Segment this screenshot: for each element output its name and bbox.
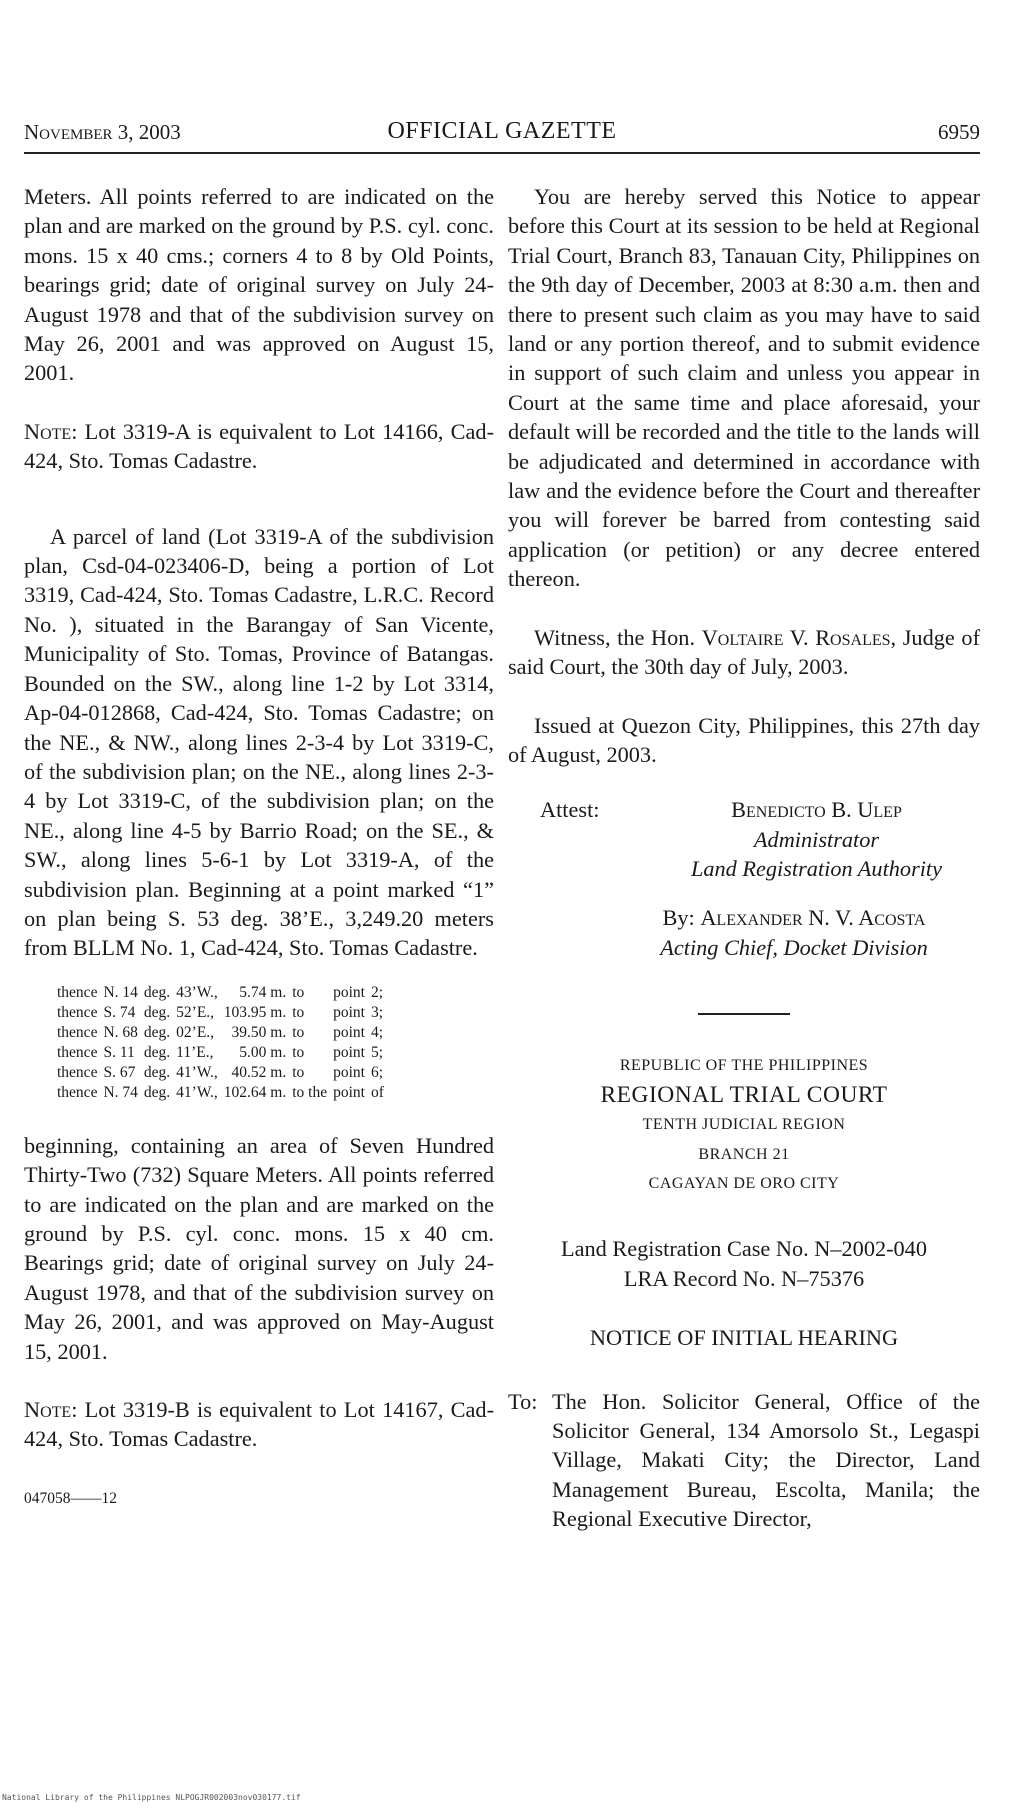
bearing-cell: N. 74: [103, 1083, 138, 1101]
bearing-row: [54, 1023, 387, 1043]
bearing-cell: to: [292, 1003, 305, 1021]
bearing-cell: S. 11: [103, 1043, 135, 1061]
bearing-row: [54, 1043, 387, 1063]
by-block: [508, 903, 980, 973]
note-paragraph: [24, 1395, 494, 1454]
bearing-cell: point: [333, 1063, 365, 1081]
bearing-cell: point: [333, 1043, 365, 1061]
case-number-line: Land Registration Case No. N–2002-040: [561, 1236, 927, 1262]
bearing-cell: 40.52 m.: [231, 1063, 287, 1081]
addressee-block: [508, 1387, 980, 1534]
bearing-cell: point: [333, 1003, 365, 1021]
court-region: TENTH JUDICIAL REGION: [642, 1116, 846, 1134]
signatory-name: Benedicto B. Ulep: [731, 797, 902, 823]
bearing-cell: 5.00 m.: [239, 1043, 287, 1061]
attest-block: [508, 795, 980, 891]
page-number: 6959: [938, 120, 980, 144]
case-heading: [508, 1234, 980, 1293]
bearing-cell: 6;: [370, 1063, 384, 1081]
bearing-cell: S. 74: [103, 1003, 136, 1021]
bearing-row: [54, 1063, 387, 1083]
bearing-cell: of: [370, 1083, 384, 1101]
signatory-title: Acting Chief, Docket Division: [660, 934, 928, 960]
bearing-cell: to: [292, 1023, 305, 1041]
bearing-cell: S. 67: [103, 1063, 136, 1081]
bearing-cell: to: [292, 983, 305, 1001]
case-number: 047058——12: [24, 1489, 117, 1507]
issued-paragraph: Issued at Quezon City, Philippines, this 27th day of August, 2003.: [508, 712, 980, 767]
bearing-row: [54, 983, 387, 1003]
bearing-cell: point: [333, 1023, 365, 1041]
bearing-row: [54, 1003, 387, 1023]
witness-paragraph: [508, 623, 980, 682]
bearing-cell: 5.74 m.: [239, 983, 287, 1001]
bearing-cell: thence: [57, 983, 98, 1001]
bearing-cell: 5;: [370, 1043, 384, 1061]
publication-title: OFFICIAL GAZETTE: [387, 118, 617, 144]
bearing-cell: 41’W.,: [176, 1083, 218, 1101]
bearing-cell: 3;: [370, 1003, 384, 1021]
bearing-cell: 41’W.,: [176, 1063, 218, 1081]
bearing-cell: 102.64 m.: [223, 1083, 287, 1101]
bearing-table: [54, 983, 387, 1103]
witness-intro: Witness, the Hon.: [534, 624, 696, 650]
notice-title: NOTICE OF INITIAL HEARING: [589, 1325, 899, 1351]
right-column: [508, 182, 980, 1534]
bearing-cell: 11’E.,: [176, 1043, 214, 1061]
note-text: Lot 3319-B is equivalent to Lot 14167, Cad-424, Sto. Tomas Cadastre.: [24, 1397, 495, 1452]
bearing-cell: to the: [292, 1083, 328, 1101]
bearing-cell: deg.: [143, 1063, 171, 1081]
bearing-cell: to: [292, 1043, 305, 1061]
bearing-cell: 02’E.,: [176, 1023, 215, 1041]
bearing-cell: thence: [57, 1083, 98, 1101]
bearing-cell: thence: [57, 1043, 98, 1061]
bearing-cell: 52’E.,: [176, 1003, 215, 1021]
court-country: REPUBLIC OF THE PHILIPPINES: [619, 1057, 869, 1075]
bearing-cell: N. 68: [103, 1023, 138, 1041]
signatory-title: Administrator: [753, 826, 880, 852]
issue-date: November 3, 2003: [24, 120, 181, 144]
paragraph: Meters. All points referred to are indicated on the plan and are marked on the ground by P.S. cyl. conc. mons. 15 x 40 cms.; corners 4 to 8 by Old Points, bearings grid; date of original survey on July 24-August 1978 and that of the subdivision survey on May 26, 2001 and was approved on August 15, 2001.: [24, 184, 494, 386]
court-branch: BRANCH 21: [698, 1145, 790, 1163]
bearing-cell: 4;: [370, 1023, 384, 1041]
bearing-cell: 2;: [370, 983, 384, 1001]
by-signatory: [608, 903, 980, 962]
bearing-cell: thence: [57, 1003, 98, 1021]
bearing-cell: point: [333, 1083, 365, 1101]
bearing-cell: deg.: [143, 983, 171, 1001]
court-city: CAGAYAN DE ORO CITY: [648, 1174, 840, 1192]
bearing-cell: 103.95 m.: [223, 1003, 287, 1021]
parcel-description: A parcel of land (Lot 3319-A of the subdivision plan, Csd-04-023406-D, being a portion of Lot 3319, Cad-424, Sto. Tomas Cadastre, L.R.C. Record No. ), situated in the Barangay of San Vicente, Municipality of Sto. Tomas, Province of Batangas. Bounded on the SW., along line 1-2 by Lot 3314, Ap-04-012868, Cad-424, Sto. Tomas Cadastre; on the NE., & NW., along lines 2-3-4 by Lot 3319-C, of the subdivision plan; on the NE., along lines 2-3-4 by Lot 3319-C, of the subdivision plan; on the NE., along line 4-5 by Barrio Road; on the SE., & SW., along lines 5-6-1 by Lot 3319-A, of the subdivision plan. Beginning at a point marked “1” on plan being S. 53 deg. 38’E., 3,249.20 meters from BLLM No. 1, Cad-424, Sto. Tomas Cadastre.: [24, 523, 494, 961]
section-divider: [698, 1013, 790, 1015]
bearing-cell: thence: [57, 1063, 98, 1081]
bearing-cell: point: [333, 983, 365, 1001]
note-label: Note:: [24, 1397, 78, 1422]
bearing-cell: thence: [57, 1023, 98, 1041]
signatory-office: Land Registration Authority: [690, 856, 943, 882]
signatory-name: Alexander N. V. Acosta: [700, 905, 926, 931]
bearing-cell: deg.: [143, 1023, 171, 1041]
witness-date: Judge of said Court, the 30th day of July, 2003.: [508, 624, 980, 680]
court-heading: [508, 1051, 980, 1198]
page-header: [24, 118, 980, 154]
attest-signatory: [653, 795, 980, 883]
bearing-cell: 43’W.,: [176, 983, 218, 1001]
by-label: By:: [662, 905, 695, 931]
bearing-cell: N. 14: [103, 983, 138, 1001]
note-text: Lot 3319-A is equivalent to Lot 14166, Cad-424, Sto. Tomas Cadastre.: [24, 418, 495, 474]
note-paragraph: [24, 417, 494, 476]
bearing-cell: deg.: [143, 1003, 171, 1021]
bearing-cell: 39.50 m.: [231, 1023, 287, 1041]
bearing-row: [54, 1083, 387, 1103]
lra-record-line: LRA Record No. N–75376: [623, 1265, 865, 1291]
scan-footer: National Library of the Philippines NLPOGJR002003nov030177.tif: [2, 1793, 301, 1802]
note-label: Note:: [24, 418, 78, 444]
bearing-cell: to: [292, 1063, 305, 1081]
paragraph: You are hereby served this Notice to appear before this Court at its session to be held at Regional Trial Court, Branch 83, Tanauan City, Philippines on the 9th day of December, 2003 at 8:30 a.m. then and there to present such claim as you may have to said land or any portion thereof, and to submit evidence in support of such claim and unless you appear in Court at the same time and place aforesaid, your default will be recorded and the title to the lands will be adjudicated and determined in accordance with law and the evidence before the Court and thereafter you will forever be barred from contesting said application (or petition) or any decree entered thereon.: [508, 184, 980, 592]
judge-name: Voltaire V. Rosales,: [701, 624, 897, 650]
left-column: [24, 182, 494, 1513]
paragraph: beginning, containing an area of Seven Hundred Thirty-Two (732) Square Meters. All points referred to are indicated on the plan and are marked on the ground by P.S. cyl. conc. mons. 15 x 40 cm. Bearings grid; date of original survey on July 24-August 1978, and that of the subdivision survey on May 26, 2001, and was approved on May-August 15, 2001.: [24, 1132, 494, 1364]
attest-label: Attest:: [540, 797, 600, 823]
addressee-text: The Hon. Solicitor General, Office of the Solicitor General, 134 Amorsolo St., Legaspi Village, Makati City; the Director, Land Management Bureau, Escolta, Manila; the Regional Executive Director,: [552, 1388, 980, 1532]
bearing-cell: deg.: [143, 1083, 171, 1101]
bearing-cell: deg.: [143, 1043, 171, 1061]
to-label: To:: [508, 1388, 538, 1414]
court-name: REGIONAL TRIAL COURT: [600, 1081, 888, 1108]
